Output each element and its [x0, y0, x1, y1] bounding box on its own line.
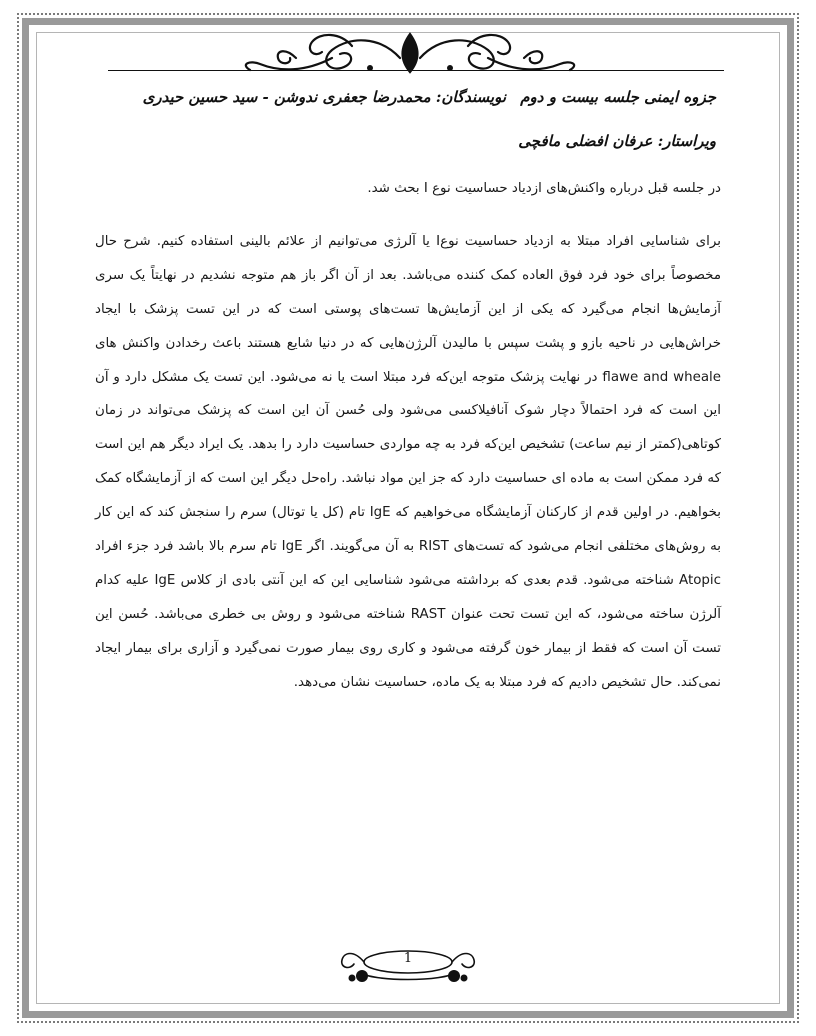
document-body — [95, 172, 721, 700]
body-paragraph: برای شناسایی افراد مبتلا به ازدیاد حساسیت نوعI یا آلرژی می‌توانیم از علائم بالینی استفاده کنیم. شرح حال مخصوصاً برای خود فرد فوق العاده کمک کننده می‌باشد. بعد از آن اگر باز هم متوجه نشدیم در نهایتاً یک سری آزمایش‌ها انجام می‌گیرد که یکی از این آزمایش‌ها تست‌های پوستی است که در این تست پزشک با ایجاد خراش‌هایی در ناحیه بازو و پشت سپس با مالیدن آلرژن‌هایی که در دنیا شایع هستند باعث رخدادن واکنش های flawe and wheale در نهایت پزشک متوجه این‌که فرد مبتلا است یا نه می‌شود. این تست یک مشکل دارد و آن این است که فرد احتمالاً دچار شوک آنافیلاکسی می‌شود ولی حُسن آن این است که پزشک می‌تواند در زمان کوتاهی(کمتر از نیم ساعت) تشخیص این‌که فرد به چه مواردی حساسیت دارد را بدهد. یک ایراد دیگر هم این است که فرد ممکن است به ماده ای حساسیت دارد که جز این مواد نباشد. راه‌حل دیگر این است که از آزمایشگاه کمک بخواهیم. در اولین قدم از کارکنان آزمایشگاه می‌خواهیم که IgE تام (کل یا توتال) سرم را سنجش کند که این کار به روش‌های مختلفی انجام می‌شود که تست‌های RIST به آن می‌گویند. اگر IgE تام سرم بالا باشد فرد جزء افراد Atopic شناخته می‌شود. قدم بعدی که برداشته می‌شود شناسایی این که این آنتی بادی از کلاس IgE علیه کدام آلرژن ساخته می‌شود، که این تست تحت عنوان RAST شناخته می‌شود و روش بی خطری می‌باشد. حُسن این تست آن است که فقط از بیمار خون گرفته می‌شود و کاری روی بیمار صورت نمی‌گیرد و آزاری برای بیمار ایجاد نمی‌کند. حال تشخیص دادیم که فرد مبتلا به یک ماده، حساسیت نشان می‌دهد. — [95, 233, 721, 690]
intro-sentence: در جلسه قبل درباره واکنش‌های ازدیاد حساسیت نوع I بحث شد. — [367, 181, 721, 196]
header-rule — [108, 70, 724, 71]
document-series-title: جزوه ایمنی جلسه بیست و دوم — [520, 88, 716, 106]
document-authors: نویسندگان: محمدرضا جعفری ندوشن - سید حسین حیدری — [142, 88, 506, 106]
document-editor: ویراستار: عرفان افضلی مافچی — [518, 132, 716, 150]
page-number: 1 — [403, 951, 413, 966]
